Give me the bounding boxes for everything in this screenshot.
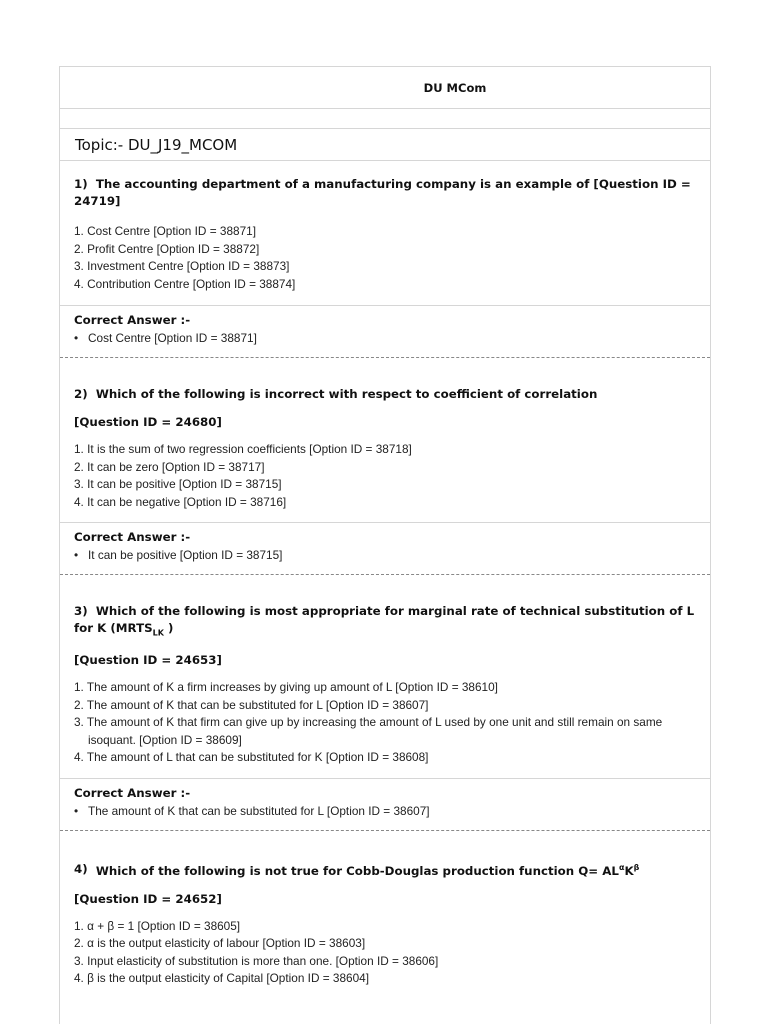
option: 4. β is the output elasticity of Capital [Option ID = 38604]: [74, 971, 369, 986]
option: 1. The amount of K a firm increases by giving up amount of L [Option ID = 38610]: [74, 680, 498, 695]
option: 2. The amount of K that can be substituted for L [Option ID = 38607]: [74, 697, 429, 712]
question-1: [60, 161, 710, 293]
option: 3. The amount of K that firm can give up by increasing the amount of L used by one unit and still remain on same isoquant. [Option ID = 38609]: [74, 715, 663, 747]
correct-answer: • The amount of K that can be substituted for L [Option ID = 38607]: [74, 802, 696, 820]
option: 4. Contribution Centre [Option ID = 38874]: [74, 276, 296, 291]
option: 2. It can be zero [Option ID = 38717]: [74, 459, 265, 474]
question-3: [60, 575, 710, 767]
option: 1. It is the sum of two regression coefficients [Option ID = 38718]: [74, 442, 412, 456]
question-2-id: [Question ID = 24680]: [74, 415, 222, 429]
question-4-options: [74, 918, 696, 988]
question-3-id: [Question ID = 24653]: [74, 653, 222, 668]
option: 4. The amount of L that can be substituted for K [Option ID = 38608]: [74, 750, 429, 765]
question-2: [60, 358, 710, 511]
header-spacer: [60, 109, 710, 129]
question-1-answer: [60, 305, 710, 357]
question-1-options: [74, 223, 696, 293]
option: 3. Input elasticity of substitution is more than one. [Option ID = 38606]: [74, 953, 439, 968]
question-4-id: [Question ID = 24652]: [74, 891, 222, 906]
correct-answer-label: Correct Answer :-: [74, 785, 191, 800]
question-2-text: 2) Which of the following is incorrect with respect to coefficient of correlation: [74, 387, 598, 401]
question-3-options: [74, 679, 696, 767]
option: 1. Cost Centre [Option ID = 38871]: [74, 224, 256, 238]
correct-answer: • It can be positive [Option ID = 38715]: [74, 546, 696, 564]
header-title: DU MCom: [423, 80, 487, 95]
question-3-text: 3) Which of the following is most appropriate for marginal rate of technical substitution of L for K ($MRTS_{LK}$ ): [74, 604, 695, 638]
document-header: [60, 67, 710, 109]
question-3-answer: [60, 778, 710, 830]
option: 3. It can be positive [Option ID = 38715]: [74, 477, 282, 491]
option: 2. α is the output elasticity of labour [Option ID = 38603]: [74, 936, 366, 951]
correct-answer-label: Correct Answer :-: [74, 313, 191, 327]
document-sheet: [59, 66, 711, 1024]
question-2-options: [74, 441, 696, 511]
question-4-text: 4) Which of the following is not true for Cobb-Douglas production function $Q= AL^\alpha K^\beta$: [74, 861, 640, 878]
question-1-text: 1) The accounting department of a manufacturing company is an example of [Question ID = 24719]: [74, 177, 691, 208]
correct-answer-label: Correct Answer :-: [74, 530, 191, 544]
option: 1. α + β = 1 [Option ID = 38605]: [74, 918, 241, 933]
topic-title: Topic:- DU_J19_MCOM: [60, 129, 710, 161]
option: 4. It can be negative [Option ID = 38716]: [74, 494, 287, 509]
question-2-answer: [60, 522, 710, 574]
option: 2. Profit Centre [Option ID = 38872]: [74, 241, 260, 256]
correct-answer: • Cost Centre [Option ID = 38871]: [74, 329, 696, 347]
option: 3. Investment Centre [Option ID = 38873]: [74, 259, 290, 273]
question-4: [60, 831, 710, 988]
